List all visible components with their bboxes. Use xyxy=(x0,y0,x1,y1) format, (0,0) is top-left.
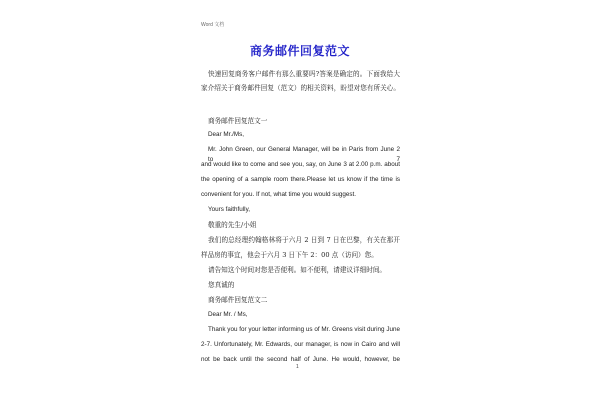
intro-line-2: 家介绍关于商务邮件回复（范文）的相关资料，盼望对您有所关心。 xyxy=(201,84,400,92)
salutation-en-1: Dear Mr./Ms, xyxy=(208,131,245,138)
salutation-cn-1: 敬重的先生/小姐 xyxy=(208,221,257,229)
salutation-en-2: Dear Mr. / Ms, xyxy=(208,311,248,318)
letter1-cn-line-1: 我们的总经理约翰格林将于六月 2 日到 7 日在巴黎，有关在那开 xyxy=(208,236,400,244)
intro-line-1: 快速回复商务客户邮件有那么重要吗?答案是确定的。下面我给大 xyxy=(208,70,400,78)
letter1-cn-line-3: 请告知这个时间对您是否便利。如不便利，请建议详细时间。 xyxy=(208,266,387,274)
document-type-label: Word 文档 xyxy=(201,22,225,28)
letter2-line-2: 2-7. Unfortunately, Mr. Edwards, our manager, is now in Cairo and will xyxy=(201,341,400,348)
section-heading-2: 商务邮件回复范文二 xyxy=(208,296,268,304)
closing-en-1: Yours faithfully, xyxy=(208,206,251,213)
letter2-line-3: not be back until the second half of June. He would, however, be xyxy=(201,356,400,363)
letter1-line-2: and would like to come and see you, say, on June 3 at 2.00 p.m. about xyxy=(201,161,400,168)
letter2-line-1: Thank you for your letter informing us of Mr. Greens visit during June xyxy=(208,326,400,333)
section-heading-1: 商务邮件回复范文一 xyxy=(208,117,268,125)
letter1-line-3: the opening of a sample room there.Please let us know if the time is xyxy=(201,176,400,183)
letter1-line-4: convenient for you. If not, what time you would suggest. xyxy=(201,191,357,198)
page-title: 商务邮件回复范文 xyxy=(249,44,350,58)
page-number: 1 xyxy=(296,364,299,370)
letter1-cn-line-2: 样品房的事宜，他会于六月 3 日下午 2：00 点（访问）您。 xyxy=(201,251,378,259)
closing-cn-1: 您真诚的 xyxy=(208,281,235,289)
letter1-line-1: Mr. John Green, our General Manager, will be in Paris from June 2 to 7 xyxy=(208,146,400,163)
